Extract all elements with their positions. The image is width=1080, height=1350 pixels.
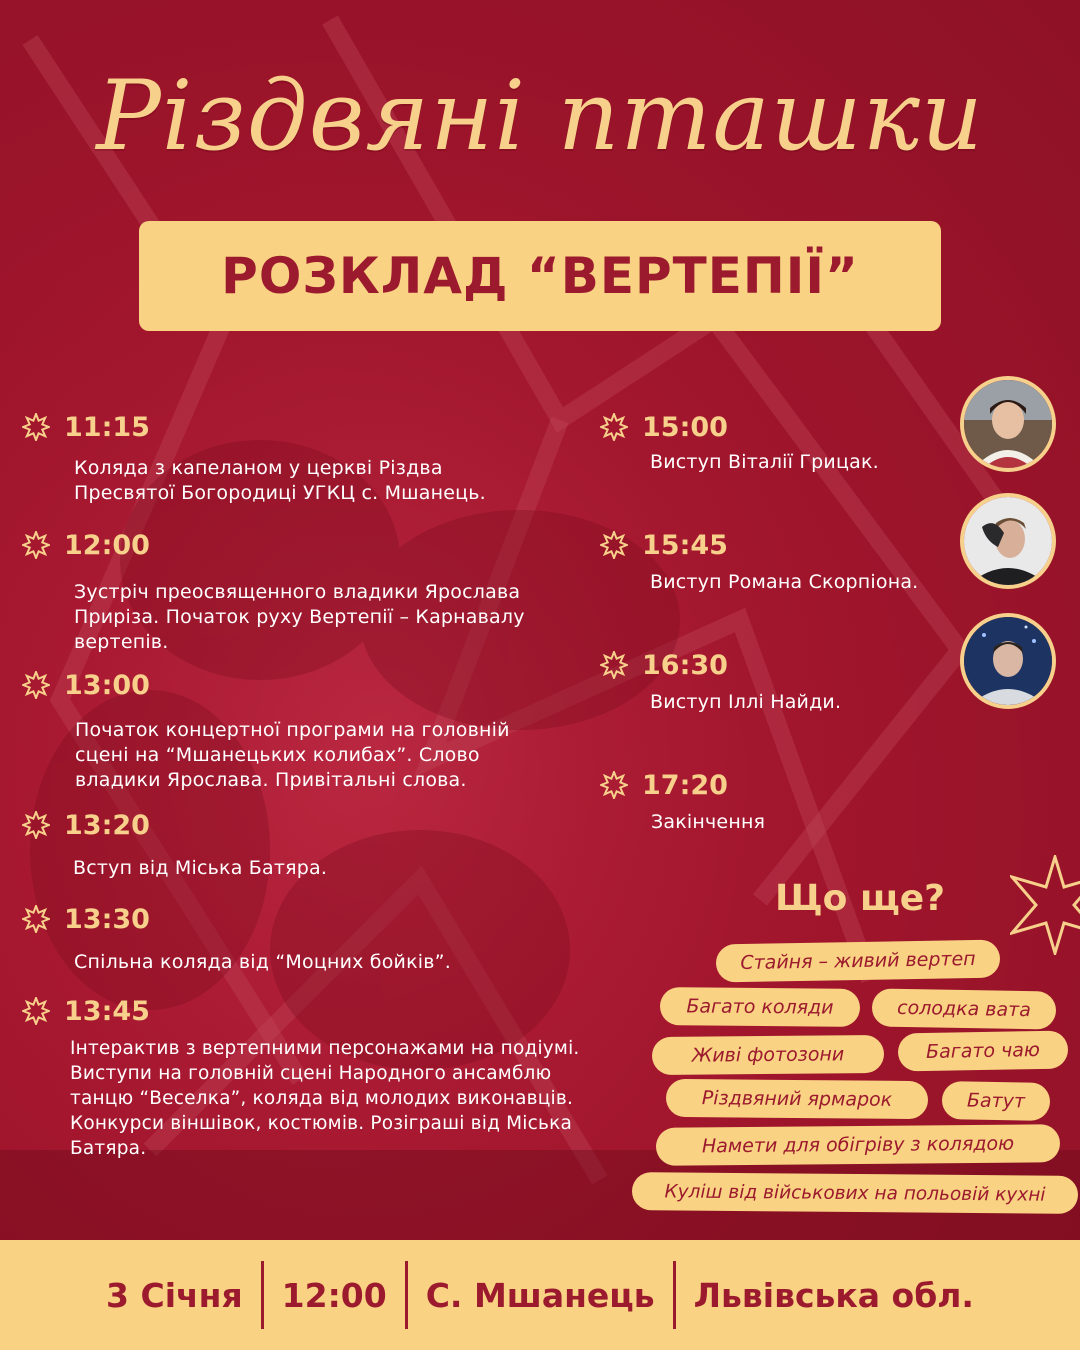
footer-info-bar: [0, 1240, 1080, 1350]
star-icon: [22, 811, 50, 839]
event-description: Вступ від Міська Батяра.: [73, 857, 328, 879]
event-description: Виступ Віталії Грицак.: [650, 451, 879, 473]
schedule-item: [600, 648, 841, 715]
extras-tag: Намети для обігріву з колядою: [656, 1124, 1060, 1166]
extras-tag: Стайня – живий вертеп: [716, 940, 1001, 983]
schedule-item: [22, 668, 510, 793]
schedule-item: [22, 902, 451, 975]
star-icon: [22, 531, 50, 559]
star-icon: [22, 671, 50, 699]
event-description: Виступ Романа Скорпіона.: [650, 571, 919, 593]
star-icon: [22, 997, 50, 1025]
extras-tag: Багато чаю: [898, 1031, 1069, 1072]
performer-photo: [964, 617, 1052, 705]
footer-region: Львівська обл.: [693, 1275, 974, 1315]
starburst-icon: [1010, 855, 1080, 955]
schedule-banner-label: РОЗКЛАД “ВЕРТЕПІЇ”: [221, 247, 859, 305]
performer-photo: [964, 497, 1052, 585]
avatar-performer: [960, 493, 1056, 589]
footer-date: 3 Січня: [106, 1275, 243, 1315]
event-description: Зустріч преосвященного владики Ярослава Приріза. Початок руху Вертепії – Карнавалу вертепів.: [74, 581, 525, 653]
schedule-item: [600, 528, 918, 595]
event-description: Початок концертної програми на головній сцені на “Мшанецьких колибах”. Слово владики Ярослава. Привітальні слова.: [75, 719, 510, 791]
schedule-item: [22, 808, 327, 881]
footer-village: С. Мшанець: [425, 1275, 655, 1315]
event-time: 15:00: [642, 411, 728, 443]
event-description: Інтерактив з вертепними персонажами на подіумі. Виступи на головній сцені Народного ансамблю танцю “Веселка”, коляда від молодих виконавців. Конкурси віншівок, костюмів. Розіграші від Міська Батяра.: [70, 1038, 580, 1159]
event-time: 12:00: [64, 529, 150, 561]
star-icon: [600, 531, 628, 559]
event-time: 13:00: [64, 669, 150, 701]
event-time: 11:15: [64, 411, 150, 443]
event-time: 16:30: [642, 649, 728, 681]
extras-tag: Багато коляди: [660, 987, 860, 1027]
event-time: 15:45: [642, 529, 728, 561]
schedule-item: [22, 410, 486, 506]
star-icon: [22, 413, 50, 441]
event-time: 13:30: [64, 903, 150, 935]
star-icon: [600, 651, 628, 679]
event-description: Спільна коляда від “Моцних бойків”.: [74, 951, 451, 973]
star-icon: [600, 771, 628, 799]
schedule-item: [22, 994, 580, 1161]
event-time: 13:20: [64, 809, 150, 841]
schedule-item: [600, 410, 879, 475]
performer-photo: [964, 380, 1052, 468]
footer-time: 12:00: [281, 1275, 387, 1315]
avatar-performer: [960, 376, 1056, 472]
schedule-item: [22, 528, 525, 655]
extras-tag: солодка вата: [872, 988, 1057, 1029]
event-description: Закінчення: [651, 811, 766, 833]
event-description: Виступ Іллі Найди.: [650, 691, 842, 713]
extras-tag: Батут: [942, 1081, 1051, 1121]
event-time: 13:45: [64, 995, 150, 1027]
page-title: Різдвяні пташки: [96, 60, 984, 172]
extras-title: Що ще?: [774, 878, 946, 919]
event-description: Коляда з капеланом у церкві Різдва Пресвятої Богородиці УГКЦ с. Мшанець.: [74, 457, 486, 504]
event-time: 17:20: [642, 769, 728, 801]
star-icon: [600, 413, 628, 441]
extras-tag: Різдвяний ярмарок: [666, 1079, 928, 1119]
extras-tag: Куліш від військових на польовій кухні: [632, 1172, 1078, 1214]
avatar-performer: [960, 613, 1056, 709]
star-icon: [22, 905, 50, 933]
schedule-banner: [139, 221, 941, 331]
extras-tag: Живі фотозони: [652, 1035, 884, 1075]
schedule-item: [600, 768, 765, 835]
